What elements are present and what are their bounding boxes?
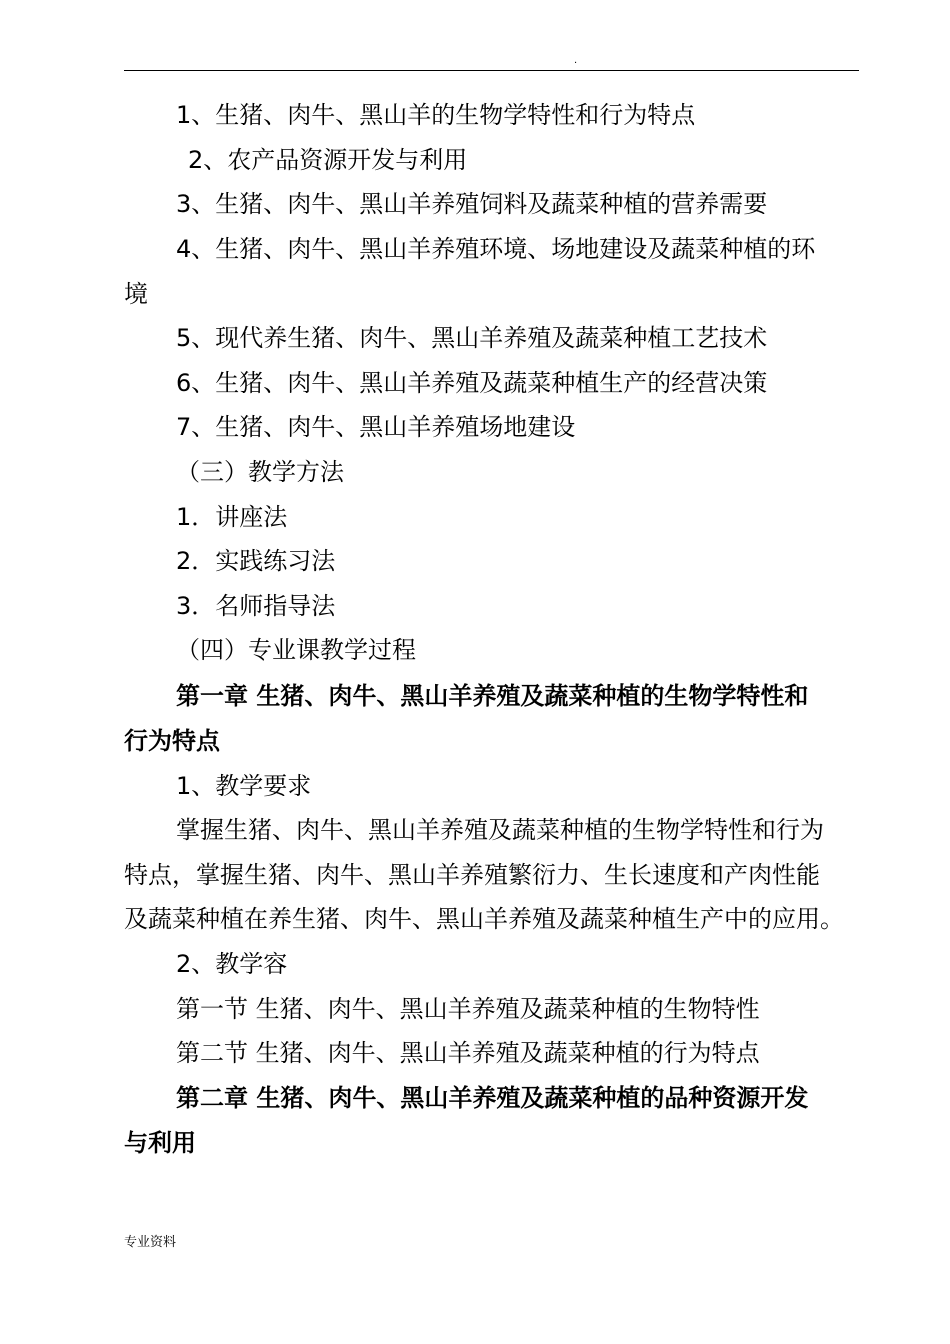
paragraph-line: 掌握生猪、肉牛、黑山羊养殖及蔬菜种植的生物学特性和行为 <box>176 816 824 844</box>
list-item: 3．名师指导法 <box>176 592 336 620</box>
chapter-heading: 与利用 <box>124 1129 196 1157</box>
text-line: 7、生猪、肉牛、黑山羊养殖场地建设 <box>176 413 576 441</box>
text-line: 第二节 生猪、肉牛、黑山羊养殖及蔬菜种植的行为特点 <box>176 1039 760 1067</box>
text-line: 4、生猪、肉牛、黑山羊养殖环境、场地建设及蔬菜种植的环 <box>176 235 816 263</box>
section-heading: （三）教学方法 <box>176 458 344 486</box>
text-line: 6、生猪、肉牛、黑山羊养殖及蔬菜种植生产的经营决策 <box>176 369 768 397</box>
text-line: 1、教学要求 <box>176 772 312 800</box>
text-line: 5、现代养生猪、肉牛、黑山羊养殖及蔬菜种植工艺技术 <box>176 324 768 352</box>
text-line: 2、教学容 <box>176 950 288 978</box>
header-rule <box>124 70 859 71</box>
paragraph-line: 特点，掌握生猪、肉牛、黑山羊养殖繁衍力、生长速度和产肉性能 <box>124 861 820 889</box>
chapter-heading: 行为特点 <box>124 727 220 755</box>
paragraph-line: 及蔬菜种植在养生猪、肉牛、黑山羊养殖及蔬菜种植生产中的应用。 <box>124 905 844 933</box>
text-line: 境 <box>124 280 148 308</box>
footer-label: 专业资料 <box>124 1235 177 1250</box>
text-line: 3、生猪、肉牛、黑山羊养殖饲料及蔬菜种植的营养需要 <box>176 190 768 218</box>
list-item: 2．实践练习法 <box>176 547 336 575</box>
text-line: 第一节 生猪、肉牛、黑山羊养殖及蔬菜种植的生物特性 <box>176 995 760 1023</box>
header-dot: . <box>574 55 578 66</box>
chapter-heading: 第二章 生猪、肉牛、黑山羊养殖及蔬菜种植的品种资源开发 <box>176 1084 809 1112</box>
chapter-heading: 第一章 生猪、肉牛、黑山羊养殖及蔬菜种植的生物学特性和 <box>176 682 809 710</box>
list-item: 1．讲座法 <box>176 503 288 531</box>
text-line: 2、农产品资源开发与利用 <box>188 146 468 174</box>
section-heading: （四）专业课教学过程 <box>176 636 416 664</box>
text-line: 1、生猪、肉牛、黑山羊的生物学特性和行为特点 <box>176 101 696 129</box>
